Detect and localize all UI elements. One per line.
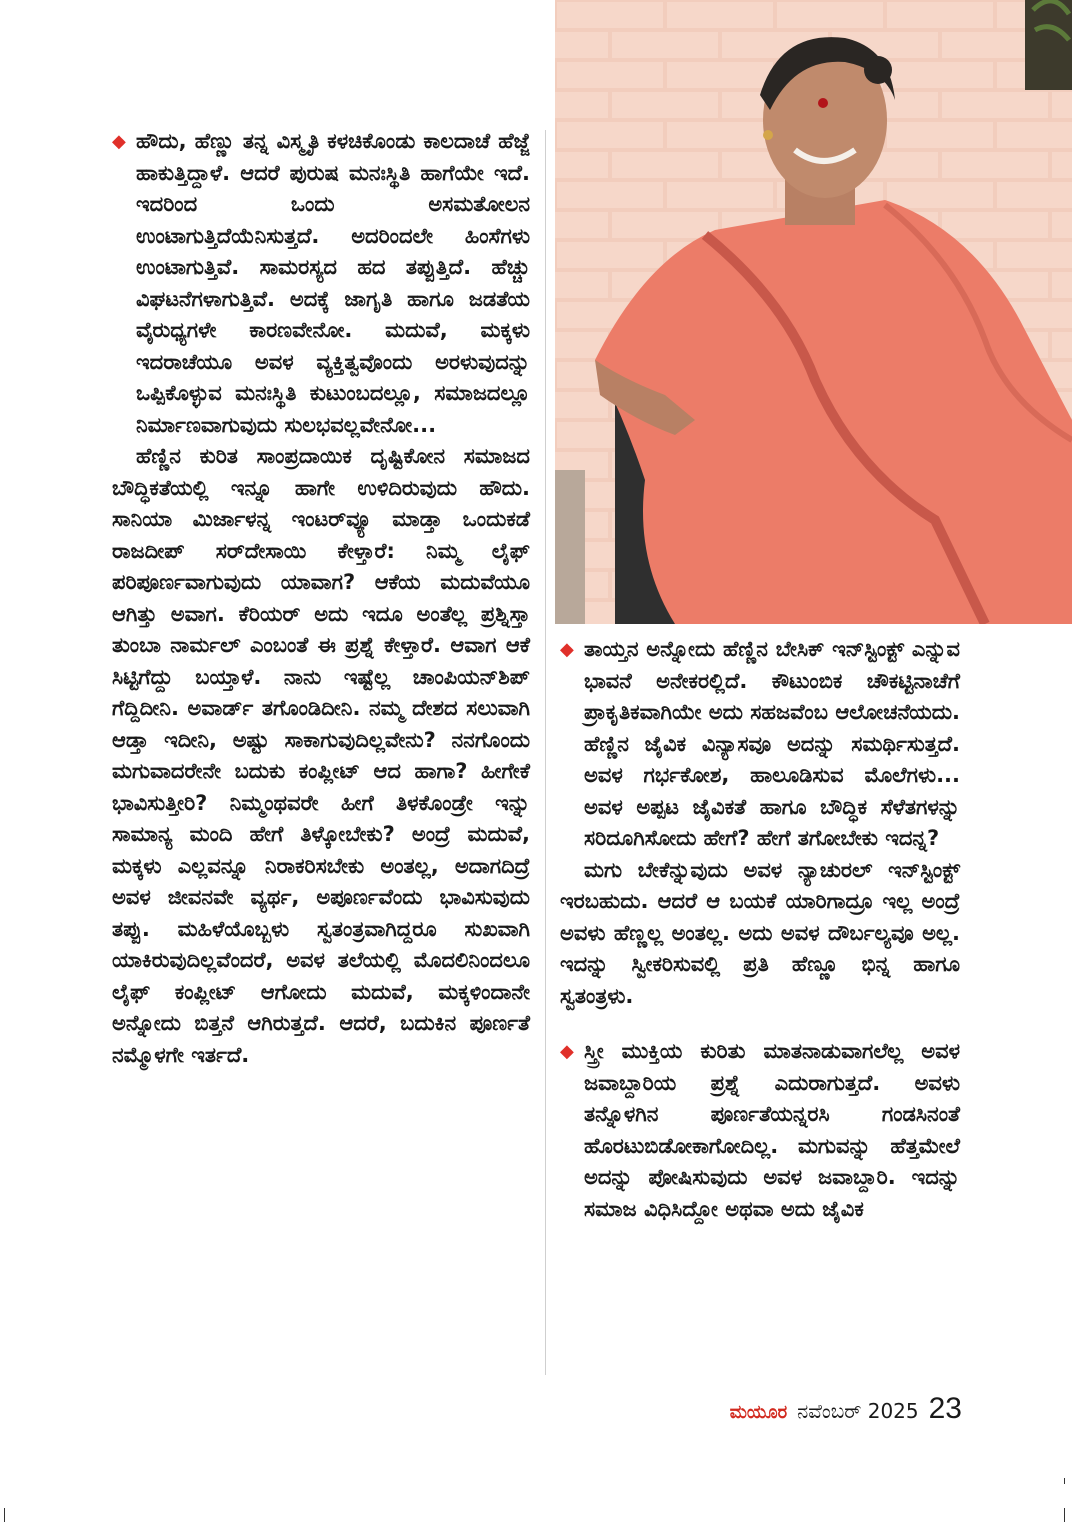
crop-mark [4,1508,5,1522]
crop-mark [1064,1508,1065,1522]
interview-question [560,634,960,855]
question-text: ಸ್ತ್ರೀ ಮುಕ್ತಿಯ ಕುರಿತು ಮಾತನಾಡುವಾಗಲೆಲ್ಲ ಅವಳ ಜವಾಬ್ದಾರಿಯ ಪ್ರಶ್ನೆ ಎದುರಾಗುತ್ತದೆ. ಅವಳು ತನ್ನೊಳಗಿನ ಪೂರ್ಣತೆಯನ್ನರಸಿ ಗಂಡಸಿನಂತೆ ಹೊರಟುಬಿಡೋಕಾಗೋದಿಲ್ಲ. ಮಗುವನ್ನು ಹೆತ್ತಮೇಲೆ ಅದನ್ನು ಪೋಷಿಸುವುದು ಅವಳ ಜವಾಬ್ದಾರಿ. ಇದನ್ನು ಸಮಾಜ ವಿಧಿಸಿದ್ದೋ ಅಥವಾ ಅದು ಜೈವಿಕ [584,1039,960,1221]
answer-text: ಮಗು ಬೇಕೆನ್ನುವುದು ಅವಳ ನ್ಯಾಚುರಲ್ ಇನ್‌ಸ್ಟಿಂಕ್ಟ್ ಇರಬಹುದು. ಆದರೆ ಆ ಬಯಕೆ ಯಾರಿಗಾದ್ರೂ ಇಲ್ಲ ಅಂದ್ರೆ ಅವಳು ಹೆಣ್ಣಲ್ಲ ಅಂತಲ್ಲ. ಅದು ಅವಳ ದೌರ್ಬಲ್ಯವೂ ಅಲ್ಲ. ಇದನ್ನು ಸ್ವೀಕರಿಸುವಲ್ಲಿ ಪ್ರತಿ ಹೆಣ್ಣೂ ಭಿನ್ನ ಹಾಗೂ ಸ್ವತಂತ್ರಳು. [560,857,960,1008]
right-column [560,634,960,1225]
interview-question [560,1036,960,1225]
issue-date: ನವೆಂಬರ್ 2025 [797,1399,919,1423]
portrait-illustration [555,0,1072,624]
portrait-photo [555,0,1072,624]
interview-question [112,126,530,441]
answer-text: ಹೆಣ್ಣಿನ ಕುರಿತ ಸಾಂಪ್ರದಾಯಿಕ ದೃಷ್ಟಿಕೋನ ಸಮಾಜದ ಬೌದ್ಧಿಕತೆಯಲ್ಲಿ ಇನ್ನೂ ಹಾಗೇ ಉಳಿದಿರುವುದು ಹೌದು. ಸಾನಿಯಾ ಮಿರ್ಜಾಳನ್ನ ಇಂಟರ್‌ವ್ಯೂ ಮಾಡ್ತಾ ಒಂದುಕಡೆ ರಾಜದೀಪ್ ಸರ್‌ದೇಸಾಯಿ ಕೇಳ್ತಾರೆ: ನಿಮ್ಮ ಲೈಫ್ ಪರಿಪೂರ್ಣವಾಗುವುದು ಯಾವಾಗ? ಆಕೆಯ ಮದುವೆಯೂ ಆಗಿತ್ತು ಅವಾಗ. ಕೆರಿಯರ್ ಅದು ಇದೂ ಅಂತೆಲ್ಲ ಪ್ರಶ್ನಿಸ್ತಾ ತುಂಬಾ ನಾರ್ಮಲ್ ಎಂಬಂತೆ ಈ ಪ್ರಶ್ನೆ ಕೇಳ್ತಾರೆ. ಆವಾಗ ಆಕೆ ಸಿಟ್ಟಿಗೆದ್ದು ಬಯ್ತಾಳೆ. ನಾನು ಇಷ್ಟೆಲ್ಲ ಚಾಂಪಿಯನ್‌ಶಿಪ್ ಗೆದ್ದಿದೀನಿ. ಅವಾರ್ಡ್ ತಗೊಂಡಿದೀನಿ. ನಮ್ಮ ದೇಶದ ಸಲುವಾಗಿ ಆಡ್ತಾ ಇದೀನಿ, ಅಷ್ಟು ಸಾಕಾಗುವುದಿಲ್ಲವೇನು? ನನಗೊಂದು ಮಗುವಾದರೇನೇ ಬದುಕು ಕಂಪ್ಲೀಟ್ ಆದ ಹಾಗಾ? ಹೀಗೇಕೆ ಭಾವಿಸುತ್ತೀರಿ? ನಿಮ್ಮಂಥವರೇ ಹೀಗೆ ತಿಳಕೊಂಡ್ರೇ ಇನ್ನು ಸಾಮಾನ್ಯ ಮಂದಿ ಹೇಗೆ ತಿಳ್ಕೋಬೇಕು? ಅಂದ್ರೆ ಮದುವೆ, ಮಕ್ಕಳು ಎಲ್ಲವನ್ನೂ ನಿರಾಕರಿಸಬೇಕು ಅಂತಲ್ಲ, ಅದಾಗದಿದ್ರೆ ಅವಳ ಜೀವನವೇ ವ್ಯರ್ಥ, ಅಪೂರ್ಣವೆಂದು ಭಾವಿಸುವುದು ತಪ್ಪು. ಮಹಿಳೆಯೊಬ್ಬಳು ಸ್ವತಂತ್ರವಾಗಿದ್ದರೂ ಸುಖವಾಗಿ ಯಾಕಿರುವುದಿಲ್ಲವೆಂದರೆ, ಅವಳ ತಲೆಯಲ್ಲಿ ಮೊದಲಿನಿಂದಲೂ ಲೈಫ್ ಕಂಪ್ಲೀಟ್ ಆಗೋದು ಮದುವೆ, ಮಕ್ಕಳಿಂದಾನೇ ಅನ್ನೋದು ಬಿತ್ತನೆ ಆಗಿರುತ್ತದೆ. ಆದರೆ, ಬದುಕಿನ ಪೂರ್ಣತೆ ನಮ್ಮೊಳಗೇ ಇರ್ತದೆ. [112,444,530,1067]
crop-mark [1064,1478,1065,1484]
question-text: ತಾಯ್ತನ ಅನ್ನೋದು ಹೆಣ್ಣಿನ ಬೇಸಿಕ್ ಇನ್‌ಸ್ಟಿಂಕ್ಟ್ ಎನ್ನುವ ಭಾವನೆ ಅನೇಕರಲ್ಲಿದೆ. ಕೌಟುಂಬಿಕ ಚೌಕಟ್ಟಿನಾಚೆಗೆ ಪ್ರಾಕೃತಿಕವಾಗಿಯೇ ಅದು ಸಹಜವೆಂಬ ಆಲೋಚನೆಯದು. ಹೆಣ್ಣಿನ ಜೈವಿಕ ವಿನ್ಯಾಸವೂ ಅದನ್ನು ಸಮರ್ಥಿಸುತ್ತದೆ. ಅವಳ ಗರ್ಭಕೋಶ, ಹಾಲೂಡಿಸುವ ಮೊಲೆಗಳು... ಅವಳ ಅಪ್ಪಟ ಜೈವಿಕತೆ ಹಾಗೂ ಬೌದ್ಧಿಕ ಸೆಳೆತಗಳನ್ನು ಸರಿದೂಗಿಸೋದು ಹೇಗೆ? ಹೇಗೆ ತಗೋಬೇಕು ಇದನ್ನ? [584,637,960,850]
magazine-logo: ಮಯೂರ [729,1402,788,1423]
diamond-bullet-icon: ◆ [560,1041,574,1062]
column-divider [545,130,546,1375]
left-column [112,126,530,1071]
diamond-bullet-icon: ◆ [112,131,126,152]
page-number: 23 [928,1392,962,1425]
question-text: ಹೌದು, ಹೆಣ್ಣು ತನ್ನ ವಿಸ್ಮೃತಿ ಕಳಚಿಕೊಂಡು ಕಾಲದಾಚೆ ಹೆಜ್ಜೆ ಹಾಕುತ್ತಿದ್ದಾಳೆ. ಆದರೆ ಪುರುಷ ಮನಃಸ್ಥಿತಿ ಹಾಗೆಯೇ ಇದೆ. ಇದರಿಂದ ಒಂದು ಅಸಮತೋಲನ ಉಂಟಾಗುತ್ತಿದೆಯೆನಿಸುತ್ತದೆ. ಅದರಿಂದಲೇ ಹಿಂಸೆಗಳು ಉಂಟಾಗುತ್ತಿವೆ. ಸಾಮರಸ್ಯದ ಹದ ತಪ್ಪುತ್ತಿದೆ. ಹೆಚ್ಚು ವಿಘಟನೆಗಳಾಗುತ್ತಿವೆ. ಅದಕ್ಕೆ ಜಾಗೃತಿ ಹಾಗೂ ಜಡತೆಯ ವೈರುಧ್ಯಗಳೇ ಕಾರಣವೇನೋ. ಮದುವೆ, ಮಕ್ಕಳು ಇದರಾಚೆಯೂ ಅವಳ ವ್ಯಕ್ತಿತ್ವವೊಂದು ಅರಳುವುದನ್ನು ಒಪ್ಪಿಕೊಳ್ಳುವ ಮನಃಸ್ಥಿತಿ ಕುಟುಂಬದಲ್ಲೂ, ಸಮಾಜದಲ್ಲೂ ನಿರ್ಮಾಣವಾಗುವುದು ಸುಲಭವಲ್ಲವೇನೋ... [136,129,530,437]
page-footer [730,1392,962,1426]
diamond-bullet-icon: ◆ [560,639,574,660]
paragraph-gap [560,1012,960,1036]
